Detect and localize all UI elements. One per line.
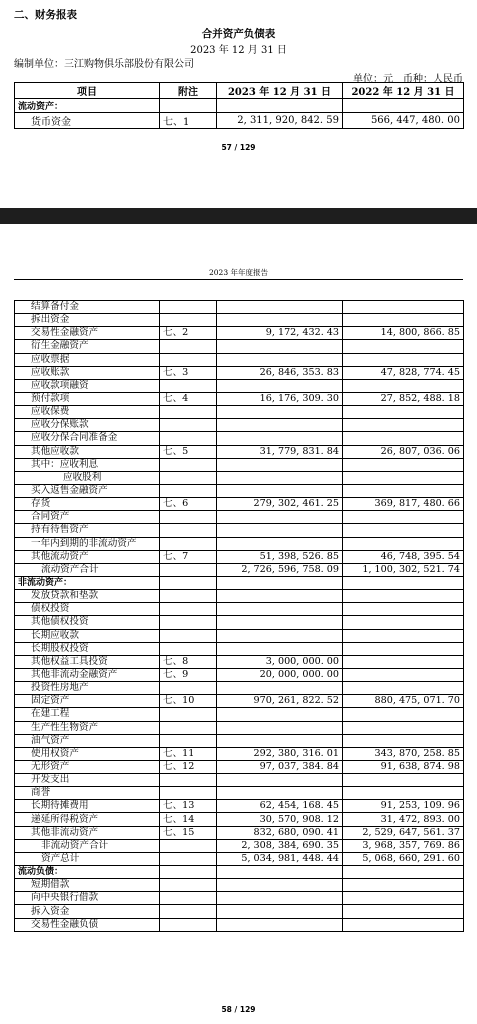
table-row: [15, 642, 464, 655]
table-row: [15, 629, 464, 642]
row-2023: [217, 432, 343, 445]
row-note: [160, 511, 217, 524]
row-2023: 2, 308, 384, 690. 35: [217, 839, 343, 852]
table-row: [15, 918, 464, 931]
row-2023: 3, 000, 000. 00: [217, 655, 343, 668]
row-2022: [343, 905, 464, 918]
row-note: [160, 629, 217, 642]
row-note: [160, 458, 217, 471]
row-note: [160, 708, 217, 721]
row-item: 拆出资金: [15, 314, 160, 327]
header-rule: [14, 279, 463, 280]
row-item: 其他债权投资: [15, 616, 160, 629]
row-2022: 369, 817, 480. 66: [343, 498, 464, 511]
row-2023: [217, 905, 343, 918]
table-row: [15, 458, 464, 471]
row-2022: [343, 866, 464, 879]
row-2022: [343, 603, 464, 616]
row-2022: [343, 471, 464, 484]
row-2023: [217, 537, 343, 550]
row-item: 应收账款: [15, 366, 160, 379]
row-2023: [217, 314, 343, 327]
row-2022: 3, 968, 357, 769. 86: [343, 839, 464, 852]
row-note: [160, 905, 217, 918]
row-note: 七、15: [160, 826, 217, 839]
table-row: [15, 366, 464, 379]
row-2022: [343, 314, 464, 327]
row-2022: 14, 800, 866. 85: [343, 327, 464, 340]
row-note: 七、11: [160, 747, 217, 760]
row-item: 长期股权投资: [15, 642, 160, 655]
row-2022: [343, 576, 464, 589]
table-row: [15, 787, 464, 800]
row-note: 七、8: [160, 655, 217, 668]
row-item: 其他流动资产: [15, 550, 160, 563]
row-2022: [343, 301, 464, 314]
table-row: [15, 708, 464, 721]
row-2023: [217, 603, 343, 616]
row-2023: 62, 454, 168. 45: [217, 800, 343, 813]
row-note: [160, 563, 217, 576]
table-row: [15, 655, 464, 668]
header-note: 附注: [160, 83, 217, 99]
table-row: [15, 852, 464, 865]
table-row: [15, 471, 464, 484]
table-row: [15, 695, 464, 708]
row-note: [160, 340, 217, 353]
row-2022: [343, 524, 464, 537]
row-note: [160, 314, 217, 327]
row-2023: [217, 340, 343, 353]
row-2023: [217, 734, 343, 747]
row-item: 向中央银行借款: [15, 892, 160, 905]
table-row: [15, 113, 464, 129]
header-item: 项目: [15, 83, 160, 99]
row-2023: [217, 484, 343, 497]
row-2023: 31, 779, 831. 84: [217, 445, 343, 458]
row-note: 七、5: [160, 445, 217, 458]
table-row: [15, 99, 464, 113]
row-note: 七、9: [160, 668, 217, 681]
row-2022: 91, 638, 874. 98: [343, 760, 464, 773]
row-note: 七、7: [160, 550, 217, 563]
table-row: [15, 550, 464, 563]
row-2023: 832, 680, 090. 41: [217, 826, 343, 839]
row-note: [160, 471, 217, 484]
row-2023: 2, 726, 596, 758. 09: [217, 563, 343, 576]
row-note: 七、6: [160, 498, 217, 511]
table-row: [15, 314, 464, 327]
row-2023: [217, 576, 343, 589]
row-2023: [217, 419, 343, 432]
row-2023: [217, 787, 343, 800]
row-note: 七、13: [160, 800, 217, 813]
row-item: 流动负债：: [15, 866, 160, 879]
row-item: 其他应收款: [15, 445, 160, 458]
table-row: [15, 392, 464, 405]
row-item: 投资性房地产: [15, 682, 160, 695]
row-2022: 46, 748, 395. 54: [343, 550, 464, 563]
row-item: 流动资产合计: [15, 563, 160, 576]
row-item: 结算备付金: [15, 301, 160, 314]
row-note: 七、3: [160, 366, 217, 379]
table-row: [15, 590, 464, 603]
row-item: 无形资产: [15, 760, 160, 773]
row-2022: 2, 529, 647, 561. 37: [343, 826, 464, 839]
row-item: 拆入资金: [15, 905, 160, 918]
table-row: [15, 353, 464, 366]
row-2023: [217, 774, 343, 787]
row-2023: 292, 380, 316. 01: [217, 747, 343, 760]
table-row: [15, 563, 464, 576]
row-2022: 91, 253, 109. 96: [343, 800, 464, 813]
row-note: [160, 774, 217, 787]
row-item: 交易性金融资产: [15, 327, 160, 340]
row-2023: [217, 616, 343, 629]
row-item: 发放贷款和垫款: [15, 590, 160, 603]
section-title: 二、财务报表: [14, 9, 77, 21]
row-note: [160, 432, 217, 445]
table-row: [15, 445, 464, 458]
row-note: [160, 682, 217, 695]
row-2022: [343, 458, 464, 471]
row-note: [160, 406, 217, 419]
row-note: 七、1: [160, 113, 217, 129]
table-row: [15, 760, 464, 773]
table-row: [15, 419, 464, 432]
row-2023: [217, 353, 343, 366]
table-row: [15, 839, 464, 852]
row-note: [160, 892, 217, 905]
table-row: [15, 800, 464, 813]
row-2023: [217, 866, 343, 879]
row-2023: [217, 99, 343, 113]
page-number: 58 / 129: [221, 1005, 256, 1014]
row-item: 开发支出: [15, 774, 160, 787]
row-2023: 9, 172, 432. 43: [217, 327, 343, 340]
row-note: [160, 721, 217, 734]
row-note: [160, 852, 217, 865]
row-2023: [217, 471, 343, 484]
row-2022: 47, 828, 774. 45: [343, 366, 464, 379]
row-2022: [343, 616, 464, 629]
table-row: [15, 537, 464, 550]
table-row: [15, 892, 464, 905]
row-2022: 5, 068, 660, 291. 60: [343, 852, 464, 865]
table-row: [15, 327, 464, 340]
table-row: [15, 301, 464, 314]
table-row: [15, 616, 464, 629]
row-2022: [343, 721, 464, 734]
row-2022: 27, 852, 488. 18: [343, 392, 464, 405]
row-2022: [343, 537, 464, 550]
row-note: 七、12: [160, 760, 217, 773]
row-item: 持有待售资产: [15, 524, 160, 537]
row-2023: [217, 892, 343, 905]
table-row: [15, 774, 464, 787]
row-2022: [343, 379, 464, 392]
row-2023: [217, 511, 343, 524]
row-2022: 26, 807, 036. 06: [343, 445, 464, 458]
row-2022: [343, 918, 464, 931]
table-row: [15, 498, 464, 511]
row-2022: [343, 99, 464, 113]
page-gap: [0, 224, 477, 264]
row-item: 递延所得税资产: [15, 813, 160, 826]
row-2023: [217, 590, 343, 603]
row-item: 应收保费: [15, 406, 160, 419]
row-item: 应收分保合同准备金: [15, 432, 160, 445]
row-2022: [343, 484, 464, 497]
row-2023: [217, 629, 343, 642]
table-row: [15, 340, 464, 353]
row-2023: [217, 879, 343, 892]
unit-currency-line: 单位：元 币种：人民币: [353, 74, 463, 85]
row-2022: 343, 870, 258. 85: [343, 747, 464, 760]
preparer-line: 编制单位：三江购物俱乐部股份有限公司: [14, 59, 194, 70]
row-item: 应收分保账款: [15, 419, 160, 432]
row-note: [160, 353, 217, 366]
header-2023: 2023 年 12 月 31 日: [217, 83, 343, 99]
row-note: 七、2: [160, 327, 217, 340]
row-item: 其他权益工具投资: [15, 655, 160, 668]
row-note: 七、14: [160, 813, 217, 826]
row-item: 合同资产: [15, 511, 160, 524]
row-note: [160, 590, 217, 603]
table-row: [15, 576, 464, 589]
row-note: [160, 642, 217, 655]
row-note: 七、4: [160, 392, 217, 405]
table-row: [15, 866, 464, 879]
row-item: 非流动资产合计: [15, 839, 160, 852]
row-item: 货币资金: [15, 113, 160, 129]
table-row: [15, 905, 464, 918]
row-note: [160, 866, 217, 879]
table-row: [15, 603, 464, 616]
row-2023: [217, 721, 343, 734]
table-header-row: [15, 83, 464, 99]
row-2023: 97, 037, 384. 84: [217, 760, 343, 773]
row-2022: [343, 353, 464, 366]
row-item: 短期借款: [15, 879, 160, 892]
row-2022: [343, 682, 464, 695]
table-row: [15, 734, 464, 747]
row-2022: [343, 642, 464, 655]
row-2022: [343, 432, 464, 445]
balance-sheet-table-top: [14, 82, 464, 129]
row-2022: 880, 475, 071. 70: [343, 695, 464, 708]
row-2023: 20, 000, 000. 00: [217, 668, 343, 681]
row-item: 非流动资产：: [15, 576, 160, 589]
table-row: [15, 379, 464, 392]
row-item: 商誉: [15, 787, 160, 800]
row-2022: [343, 879, 464, 892]
row-item: 固定资产: [15, 695, 160, 708]
row-note: [160, 576, 217, 589]
row-note: 七、10: [160, 695, 217, 708]
row-note: [160, 616, 217, 629]
row-item: 应收票据: [15, 353, 160, 366]
row-item: 买入返售金融资产: [15, 484, 160, 497]
table-row: [15, 484, 464, 497]
table-row: [15, 826, 464, 839]
row-item: 长期待摊费用: [15, 800, 160, 813]
row-2022: [343, 511, 464, 524]
row-2022: [343, 708, 464, 721]
statement-title: 合并资产负债表: [201, 28, 276, 40]
row-2023: 30, 570, 908. 12: [217, 813, 343, 826]
row-note: [160, 839, 217, 852]
row-2022: 566, 447, 480. 00: [343, 113, 464, 129]
row-2023: [217, 708, 343, 721]
row-item: 预付款项: [15, 392, 160, 405]
table-row: [15, 747, 464, 760]
table-row: [15, 721, 464, 734]
row-2022: [343, 655, 464, 668]
row-note: [160, 484, 217, 497]
row-note: [160, 524, 217, 537]
table-row: [15, 682, 464, 695]
row-item: 债权投资: [15, 603, 160, 616]
row-note: [160, 918, 217, 931]
row-2022: [343, 787, 464, 800]
table-row: [15, 406, 464, 419]
row-2022: [343, 734, 464, 747]
row-item: 在建工程: [15, 708, 160, 721]
row-2022: [343, 340, 464, 353]
row-note: [160, 603, 217, 616]
row-2022: [343, 419, 464, 432]
row-2023: [217, 406, 343, 419]
table-row: [15, 432, 464, 445]
row-note: [160, 734, 217, 747]
row-2023: 279, 302, 461. 25: [217, 498, 343, 511]
row-note: [160, 537, 217, 550]
row-item: 应收款项融资: [15, 379, 160, 392]
row-2023: 26, 846, 353. 83: [217, 366, 343, 379]
row-item: 一年内到期的非流动资产: [15, 537, 160, 550]
row-note: [160, 419, 217, 432]
statement-date: 2023 年 12 月 31 日: [190, 45, 287, 56]
document-page-57: [0, 0, 477, 200]
row-item: 其中：应收利息: [15, 458, 160, 471]
table-row: [15, 668, 464, 681]
table-row: [15, 511, 464, 524]
row-2022: [343, 668, 464, 681]
row-item: 其他非流动金融资产: [15, 668, 160, 681]
row-2023: 970, 261, 822. 52: [217, 695, 343, 708]
row-note: [160, 301, 217, 314]
row-2023: [217, 918, 343, 931]
row-note: [160, 379, 217, 392]
row-note: [160, 879, 217, 892]
row-2023: [217, 379, 343, 392]
row-2023: 16, 176, 309. 30: [217, 392, 343, 405]
row-2022: [343, 406, 464, 419]
table-row: [15, 524, 464, 537]
header-2022: 2022 年 12 月 31 日: [343, 83, 464, 99]
page-number: 57 / 129: [221, 143, 256, 152]
row-note: [160, 787, 217, 800]
row-note: [160, 99, 217, 113]
row-2022: 31, 472, 893. 00: [343, 813, 464, 826]
report-header: 2023 年年度报告: [209, 268, 268, 277]
row-item: 应收股利: [15, 471, 160, 484]
row-2023: [217, 458, 343, 471]
balance-sheet-table: [14, 300, 464, 932]
row-2022: [343, 590, 464, 603]
row-2022: [343, 774, 464, 787]
row-2023: [217, 682, 343, 695]
row-2022: [343, 892, 464, 905]
row-item: 衍生金融资产: [15, 340, 160, 353]
row-item: 流动资产：: [15, 99, 160, 113]
row-2022: 1, 100, 302, 521. 74: [343, 563, 464, 576]
table-row: [15, 879, 464, 892]
row-item: 使用权资产: [15, 747, 160, 760]
row-item: 存货: [15, 498, 160, 511]
row-2023: [217, 642, 343, 655]
row-item: 交易性金融负债: [15, 918, 160, 931]
row-2023: [217, 524, 343, 537]
row-2022: [343, 629, 464, 642]
row-item: 生产性生物资产: [15, 721, 160, 734]
document-page-58: [0, 262, 477, 1024]
row-2023: 2, 311, 920, 842. 59: [217, 113, 343, 129]
row-2023: 51, 398, 526. 85: [217, 550, 343, 563]
row-2023: 5, 034, 981, 448. 44: [217, 852, 343, 865]
table-row: [15, 813, 464, 826]
page-separator: [0, 208, 477, 224]
row-item: 长期应收款: [15, 629, 160, 642]
row-item: 油气资产: [15, 734, 160, 747]
row-2023: [217, 301, 343, 314]
row-item: 资产总计: [15, 852, 160, 865]
row-item: 其他非流动资产: [15, 826, 160, 839]
